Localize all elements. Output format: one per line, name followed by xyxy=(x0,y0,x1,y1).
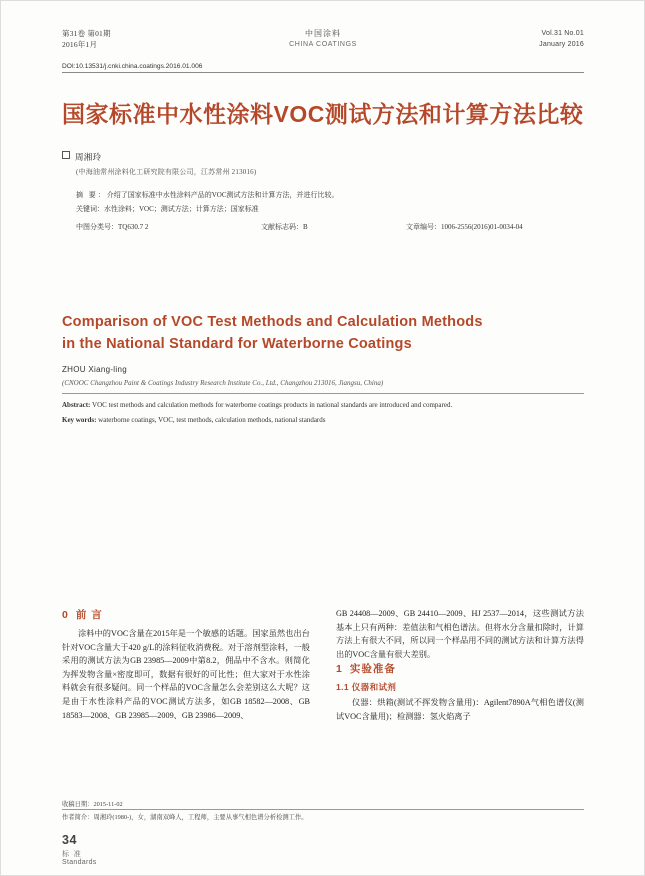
keywords-en xyxy=(62,416,584,424)
keywords-label-en: Key words: xyxy=(62,415,97,424)
received-date: 收稿日期：2015-11-02 xyxy=(62,801,123,808)
title-en-line2: in the National Standard for Waterborne Coatings xyxy=(62,336,412,352)
journal-title-en: CHINA COATINGS xyxy=(289,41,357,48)
article-id-label: 文章编号： xyxy=(406,223,441,231)
section-0-number: 0 xyxy=(62,609,69,621)
abstract-en xyxy=(62,400,584,411)
issue-date-en: January 2016 xyxy=(539,41,584,48)
abstract-cn xyxy=(76,190,584,201)
doc-code-group xyxy=(261,222,308,232)
header-left xyxy=(62,28,111,50)
footnote-divider xyxy=(62,809,584,810)
section-label-en: Standards xyxy=(62,859,97,866)
keywords-cn xyxy=(76,204,584,214)
page-number: 34 xyxy=(62,833,77,847)
section-label-cn: 标 准 xyxy=(62,850,83,858)
title-en xyxy=(62,311,584,355)
abstract-text-en: VOC test methods and calculation methods for waterborne coatings products in national standards are introduced and compared. xyxy=(92,401,453,409)
article-id-group xyxy=(406,222,523,232)
affiliation-en: (CNOOC Changzhou Paint & Coatings Industry Research Institute Co., Ltd., Changzhou 213016, Jiangsu, China) xyxy=(62,379,384,387)
body-column-right xyxy=(336,607,584,724)
clc-group xyxy=(76,222,148,232)
classification-row xyxy=(76,222,584,233)
volume-issue-en: Vol.31 No.01 xyxy=(541,30,584,37)
header-right xyxy=(539,28,584,50)
keywords-label-cn: 关键词： xyxy=(76,205,104,213)
affiliation-cn: (中海油常州涂料化工研究院有限公司，江苏常州 213016) xyxy=(76,168,257,176)
keywords-text-cn: 水性涂料；VOC；测试方法；计算方法；国家标准 xyxy=(104,205,259,213)
article-body xyxy=(62,607,584,797)
section-1-title: 实验准备 xyxy=(349,663,396,676)
doc-code-label: 文献标志码： xyxy=(261,223,303,231)
article-id-value: 1006-2556(2016)01-0034-04 xyxy=(441,223,523,231)
paragraph-right-2: 仪器：烘箱(测试不挥发物含量用)：Agilent7890A气相色谱仪(测试VOC含量用)；检测器：氢火焰离子 xyxy=(336,698,584,721)
issue-date-cn: 2016年1月 xyxy=(62,40,98,49)
page-title: 国家标准中水性涂料VOC测试方法和计算方法比较 xyxy=(62,101,584,127)
author-bio: 作者简介：周湘玲(1980-)，女，湖南双峰人，工程师，主要从事气相色谱分析检测工作。 xyxy=(62,814,308,821)
paragraph-right-1: GB 24408—2009、GB 24410—2009、HJ 2537—2014，这些测试方法基本上只有两种：差值法和气相色谱法。但将水分含量扣除时，计算方法上有很大不同，所以同一个样品用不同的测试方法和计算方法得出的VOC含量有很大差别。 xyxy=(336,609,584,659)
journal-title-cn: 中国涂料 xyxy=(305,29,341,38)
header-center xyxy=(289,28,357,50)
section-heading-1 xyxy=(336,661,584,676)
page-content xyxy=(62,28,584,424)
section-heading-1-1: 1.1 仪器和试剂 xyxy=(336,682,397,693)
keywords-text-en: waterborne coatings, VOC, test methods, calculation methods, national standards xyxy=(98,415,326,424)
page-header xyxy=(62,28,584,62)
header-divider xyxy=(62,72,584,73)
title-en-line1: Comparison of VOC Test Methods and Calculation Methods xyxy=(62,314,483,330)
paragraph-left-1: 涂料中的VOC含量在2015年是一个敏感的话题。国家虽然也出台针对VOC含量大于420 g/L的涂料征收消费税。对于溶剂型涂料，一般采用的测试方法为GB 23985—2009中第8.2，佣品中不含水。则简化为挥发物含量×密度即可，数据有很好的可比性；但大家对于水性涂料就会有很多疑问。同一个样品的VOC含量怎么会差别这么大呢？这是由于水性涂料产品的VOC测试方法多，如GB 18582—2008、GB 18583—2008、GB 23985—2009、GB 23986—2009、 xyxy=(62,629,310,720)
section-heading-0 xyxy=(62,607,310,622)
doi-line: DOI:10.13531/j.cnki.china.coatings.2016.01.006 xyxy=(62,63,203,70)
clc-value: TQ630.7 2 xyxy=(118,223,149,231)
clc-label: 中图分类号： xyxy=(76,223,118,231)
section-0-title: 前 言 xyxy=(75,609,103,621)
doc-code-value: B xyxy=(303,223,308,231)
square-bullet-icon xyxy=(62,151,70,159)
abstract-text-cn: 介绍了国家标准中水性涂料产品的VOC测试方法和计算方法，并进行比较。 xyxy=(106,191,339,199)
author-name-cn: 周湘玲 xyxy=(75,152,102,162)
abstract-label-cn: 摘 要： xyxy=(76,191,107,199)
english-divider xyxy=(62,393,584,394)
page-footer xyxy=(62,833,97,866)
author-cn xyxy=(62,151,584,163)
section-1-number: 1 xyxy=(336,663,343,676)
abstract-label-en: Abstract: xyxy=(62,401,91,409)
volume-issue: 第31卷 第01期 xyxy=(62,29,111,38)
body-column-left xyxy=(62,607,310,722)
author-en: ZHOU Xiang-ling xyxy=(62,365,127,374)
footnotes xyxy=(62,800,584,822)
